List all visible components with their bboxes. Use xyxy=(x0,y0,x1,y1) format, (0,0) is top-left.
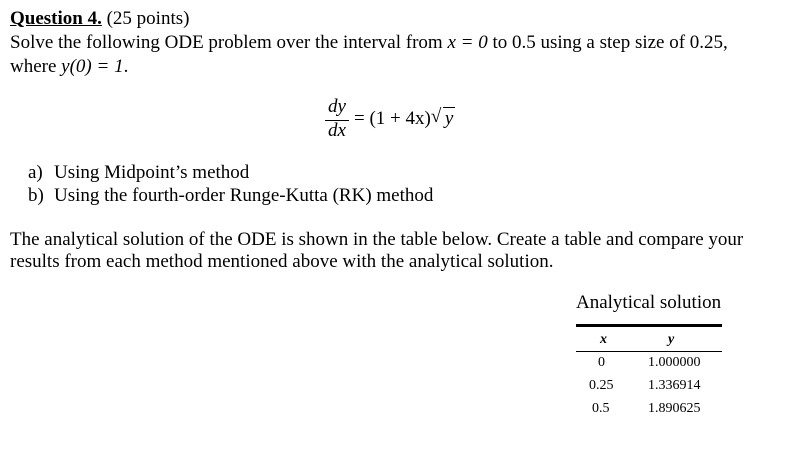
table-header-rule xyxy=(576,351,722,352)
table-cell-y: 1.890625 xyxy=(648,401,701,416)
equation-rhs xyxy=(354,108,455,130)
method-text: Using Midpoint’s method xyxy=(54,162,250,183)
method-item-b xyxy=(28,185,433,207)
method-text: Using the fourth-order Runge-Kutta (RK) method xyxy=(54,185,434,206)
table-cell-x: 0 xyxy=(598,355,605,370)
table-header-y: y xyxy=(668,332,675,347)
table-title: Analytical solution xyxy=(576,292,722,313)
method-label: b) xyxy=(28,185,44,206)
question-line-1 xyxy=(10,32,728,54)
table-cell-y: 1.336914 xyxy=(648,378,701,393)
table-top-rule xyxy=(576,324,722,327)
fraction-denominator: dx xyxy=(328,120,346,141)
question-line-2 xyxy=(10,56,128,78)
rhs-expression: = (1 + 4x) xyxy=(354,108,431,129)
table-cell-y: 1.000000 xyxy=(648,355,701,370)
paragraph-line-1: The analytical solution of the ODE is shown in the table below. Create a table and compare your xyxy=(10,229,744,250)
method-label: a) xyxy=(28,162,43,183)
question-text-1b: to 0.5 using a step size of 0.25, xyxy=(487,32,728,53)
square-root xyxy=(431,108,455,130)
method-item-a xyxy=(28,162,249,184)
radicand: y xyxy=(444,108,454,129)
question-points: (25 points) xyxy=(106,8,190,29)
table-header-x: x xyxy=(600,332,607,347)
question-text-2: where xyxy=(10,56,62,77)
question-text-2-end: . xyxy=(123,56,129,77)
radical-sign: √ xyxy=(430,106,442,127)
question-header xyxy=(10,8,189,30)
interval-expression: x = 0 xyxy=(447,32,488,53)
question-title: Question 4. xyxy=(10,8,102,29)
initial-condition: y(0) = 1 xyxy=(61,56,124,77)
table-cell-x: 0.5 xyxy=(592,401,610,416)
fraction-numerator: dy xyxy=(328,96,346,117)
table-cell-x: 0.25 xyxy=(589,378,614,393)
question-text-1: Solve the following ODE problem over the interval from xyxy=(10,32,448,53)
paragraph-line-2: results from each method mentioned above with the analytical solution. xyxy=(10,251,554,272)
